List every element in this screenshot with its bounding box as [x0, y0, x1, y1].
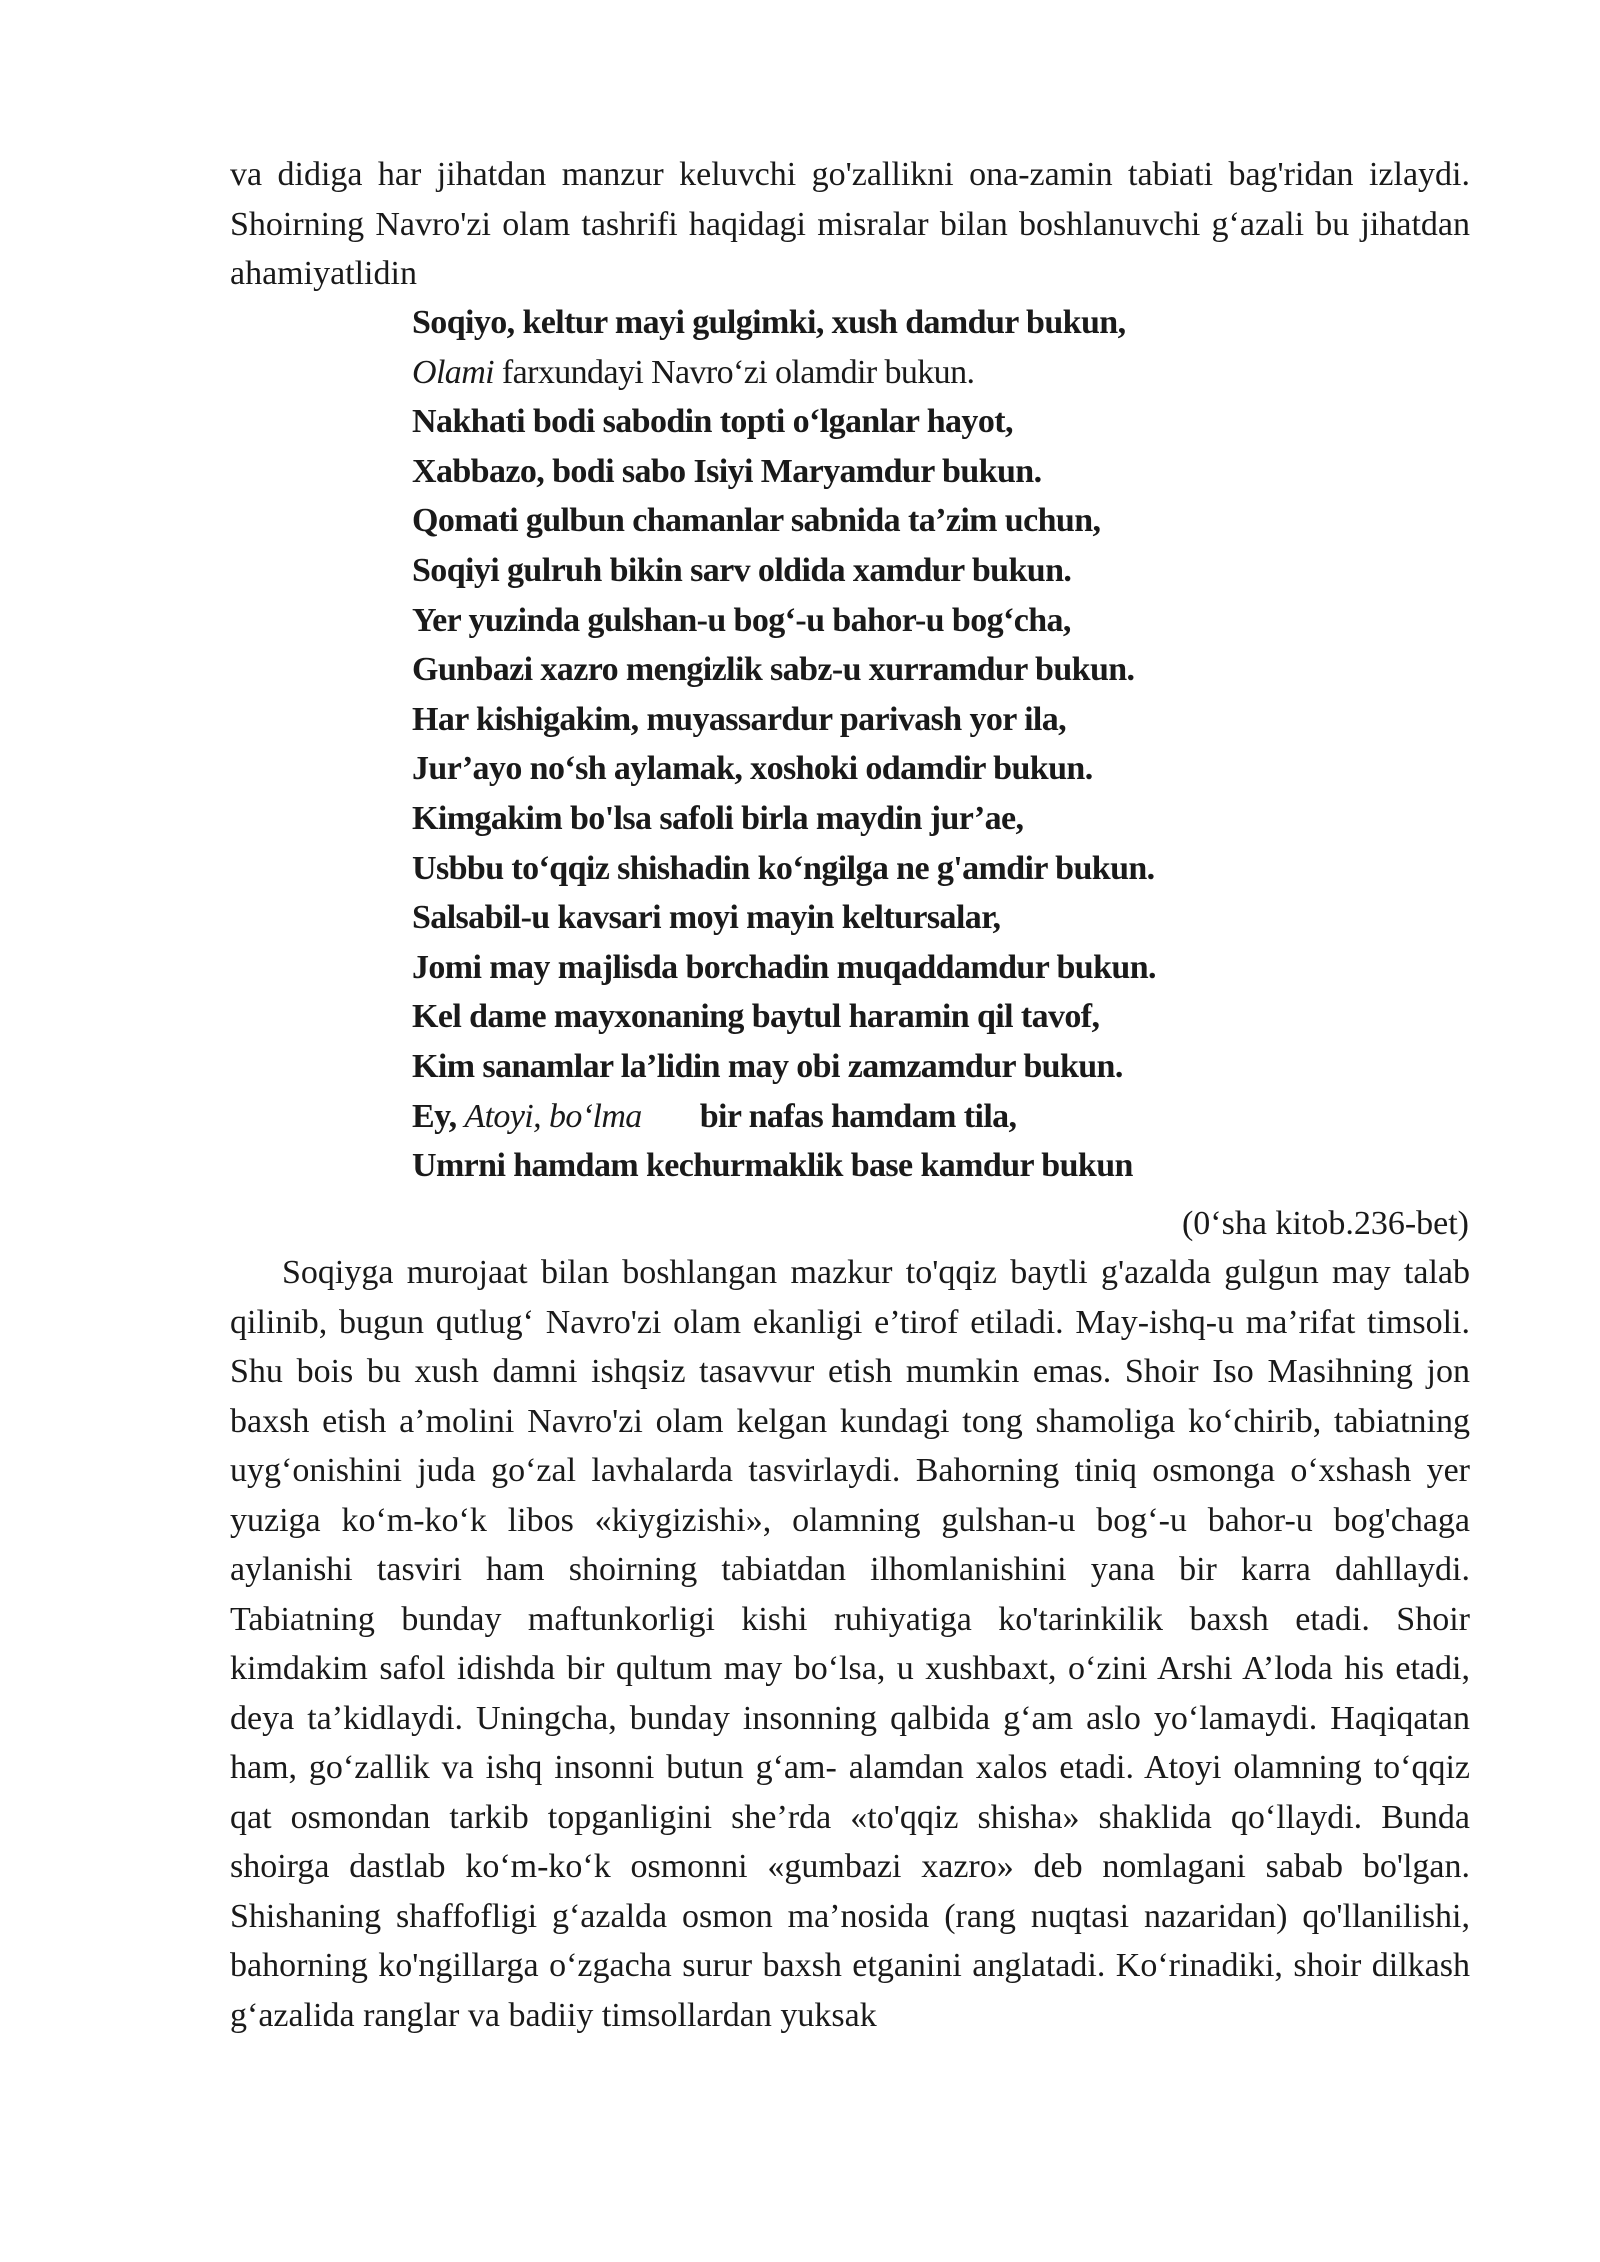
intro-paragraph: va didiga har jihatdan manzur keluvchi go'zallikni ona-zamin tabiati bag'ridan izlaydi. Shoirning Navro'zi olam tashrifi haqidagi misralar bilan boshlanuvchi g‘azali bu jihatdan ahamiyatlidin [230, 156, 1470, 292]
poem-line-italic: Atoyi, bo‘lma [464, 1097, 642, 1135]
poem-line: Salsabil-u kavsari moyi mayin keltursalar, [412, 899, 1001, 937]
poem-line: Usbbu to‘qqiz shishadin ko‘ngilga ne g'amdir bukun. [412, 849, 1155, 887]
source-citation: (0‘sha kitob.236-bet) [1181, 1205, 1469, 1242]
poem-line-text: farxundayi Navro‘zi olamdir bukun. [494, 353, 975, 391]
poem-line: Umrni hamdam kechurmaklik base kamdur bukun [412, 1147, 1133, 1185]
poem-line: Yer yuzinda gulshan-u bog‘-u bahor-u bog‘cha, [412, 601, 1071, 639]
poem-line: Kimgakim bo'lsa safoli birla maydin jur’ae, [412, 799, 1024, 837]
poem-line: Nakhati bodi sabodin topti o‘lganlar hayot, [412, 403, 1013, 441]
poem-line [412, 348, 1412, 398]
poem-block [412, 298, 1412, 1191]
poem-line: Qomati gulbun chamanlar sabnida ta’zim uchun, [412, 502, 1101, 540]
poem-line-italic: Olami [412, 353, 495, 391]
poem-line: Kel dame mayxonaning baytul haramin qil tavof, [412, 998, 1100, 1036]
poem-line: Jomi may majlisda borchadin muqaddamdur bukun. [412, 948, 1156, 986]
poem-line: Xabbazo, bodi sabo Isiyi Maryamdur bukun. [412, 452, 1042, 490]
poem-line: Soqiyi gulruh bikin sarv oldida xamdur bukun. [412, 551, 1072, 589]
poem-line [412, 1092, 1412, 1142]
poem-line: Kim sanamlar la’lidin may obi zamzamdur bukun. [412, 1047, 1123, 1085]
body-paragraph: Soqiyga murojaat bilan boshlangan mazkur to'qqiz baytli g'azalda gulgun may talab qilinib, bugun qutlug‘ Navro'zi olam ekanligi e’tirof etiladi. May-ishq-u ma’rifat timsoli. Shu bois bu xush damni ishqsiz tasavvur etish mumkin emas. Shoir Iso Masihning jon baxsh etish a’molini Navro'zi olam kelgan kundagi tong shamoliga ko‘chirib, tabiatning uyg‘onishini juda go‘zal lavhalarda tasvirlaydi. Bahorning tiniq osmonga o‘xshash yer yuziga ko‘m-ko‘k libos «kiygizishi», olamning gulshan-u bog‘-u bahor-u bog'chaga aylanishi tasviri ham shoirning tabiatdan ilhomlanishini yana bir karra dahllaydi. Tabiatning bunday maftunkorligi kishi ruhiyatiga ko'tarinkilik baxsh etadi. Shoir kimdakim safol idishda bir qultum may bo‘lsa, u xushbaxt, o‘zini Arshi A’loda his etadi, deya ta’kidlaydi. Uningcha, bunday insonning qalbida g‘am aslo yo‘lamaydi. Haqiqatan ham, go‘zallik va ishq insonni butun g‘am- alamdan xalos etadi. Atoyi olamning to‘qqiz qat osmondan tarkib topganligini she’rda «to'qqiz shisha» shaklida qo‘llaydi. Bunda shoirga dastlab ko‘m-ko‘k osmonni «gumbazi xazro» deb nomlagani sabab bo'lgan. Shishaning shaffofligi g‘azalda osmon ma’nosida (rang nuqtasi nazaridan) qo'llanilishi, bahorning ko'ngillarga o‘zgacha surur baxsh etganini anglatadi. Ko‘rinadiki, shoir dilkash g‘azalida ranglar va badiiy timsollardan yuksak [230, 1254, 1470, 2034]
poem-line: Har kishigakim, muyassardur parivash yor ila, [412, 700, 1067, 738]
poem-line: Soqiyo, keltur mayi gulgimki, xush damdur bukun, [412, 304, 1126, 341]
poem-line: Jur’ayo no‘sh aylamak, xoshoki odamdir bukun. [412, 750, 1093, 788]
poem-line-prefix: Ey, [412, 1097, 465, 1135]
poem-line-text: bir nafas hamdam tila, [699, 1097, 1017, 1135]
poem-line: Gunbazi xazro mengizlik sabz-u xurramdur bukun. [412, 651, 1135, 689]
